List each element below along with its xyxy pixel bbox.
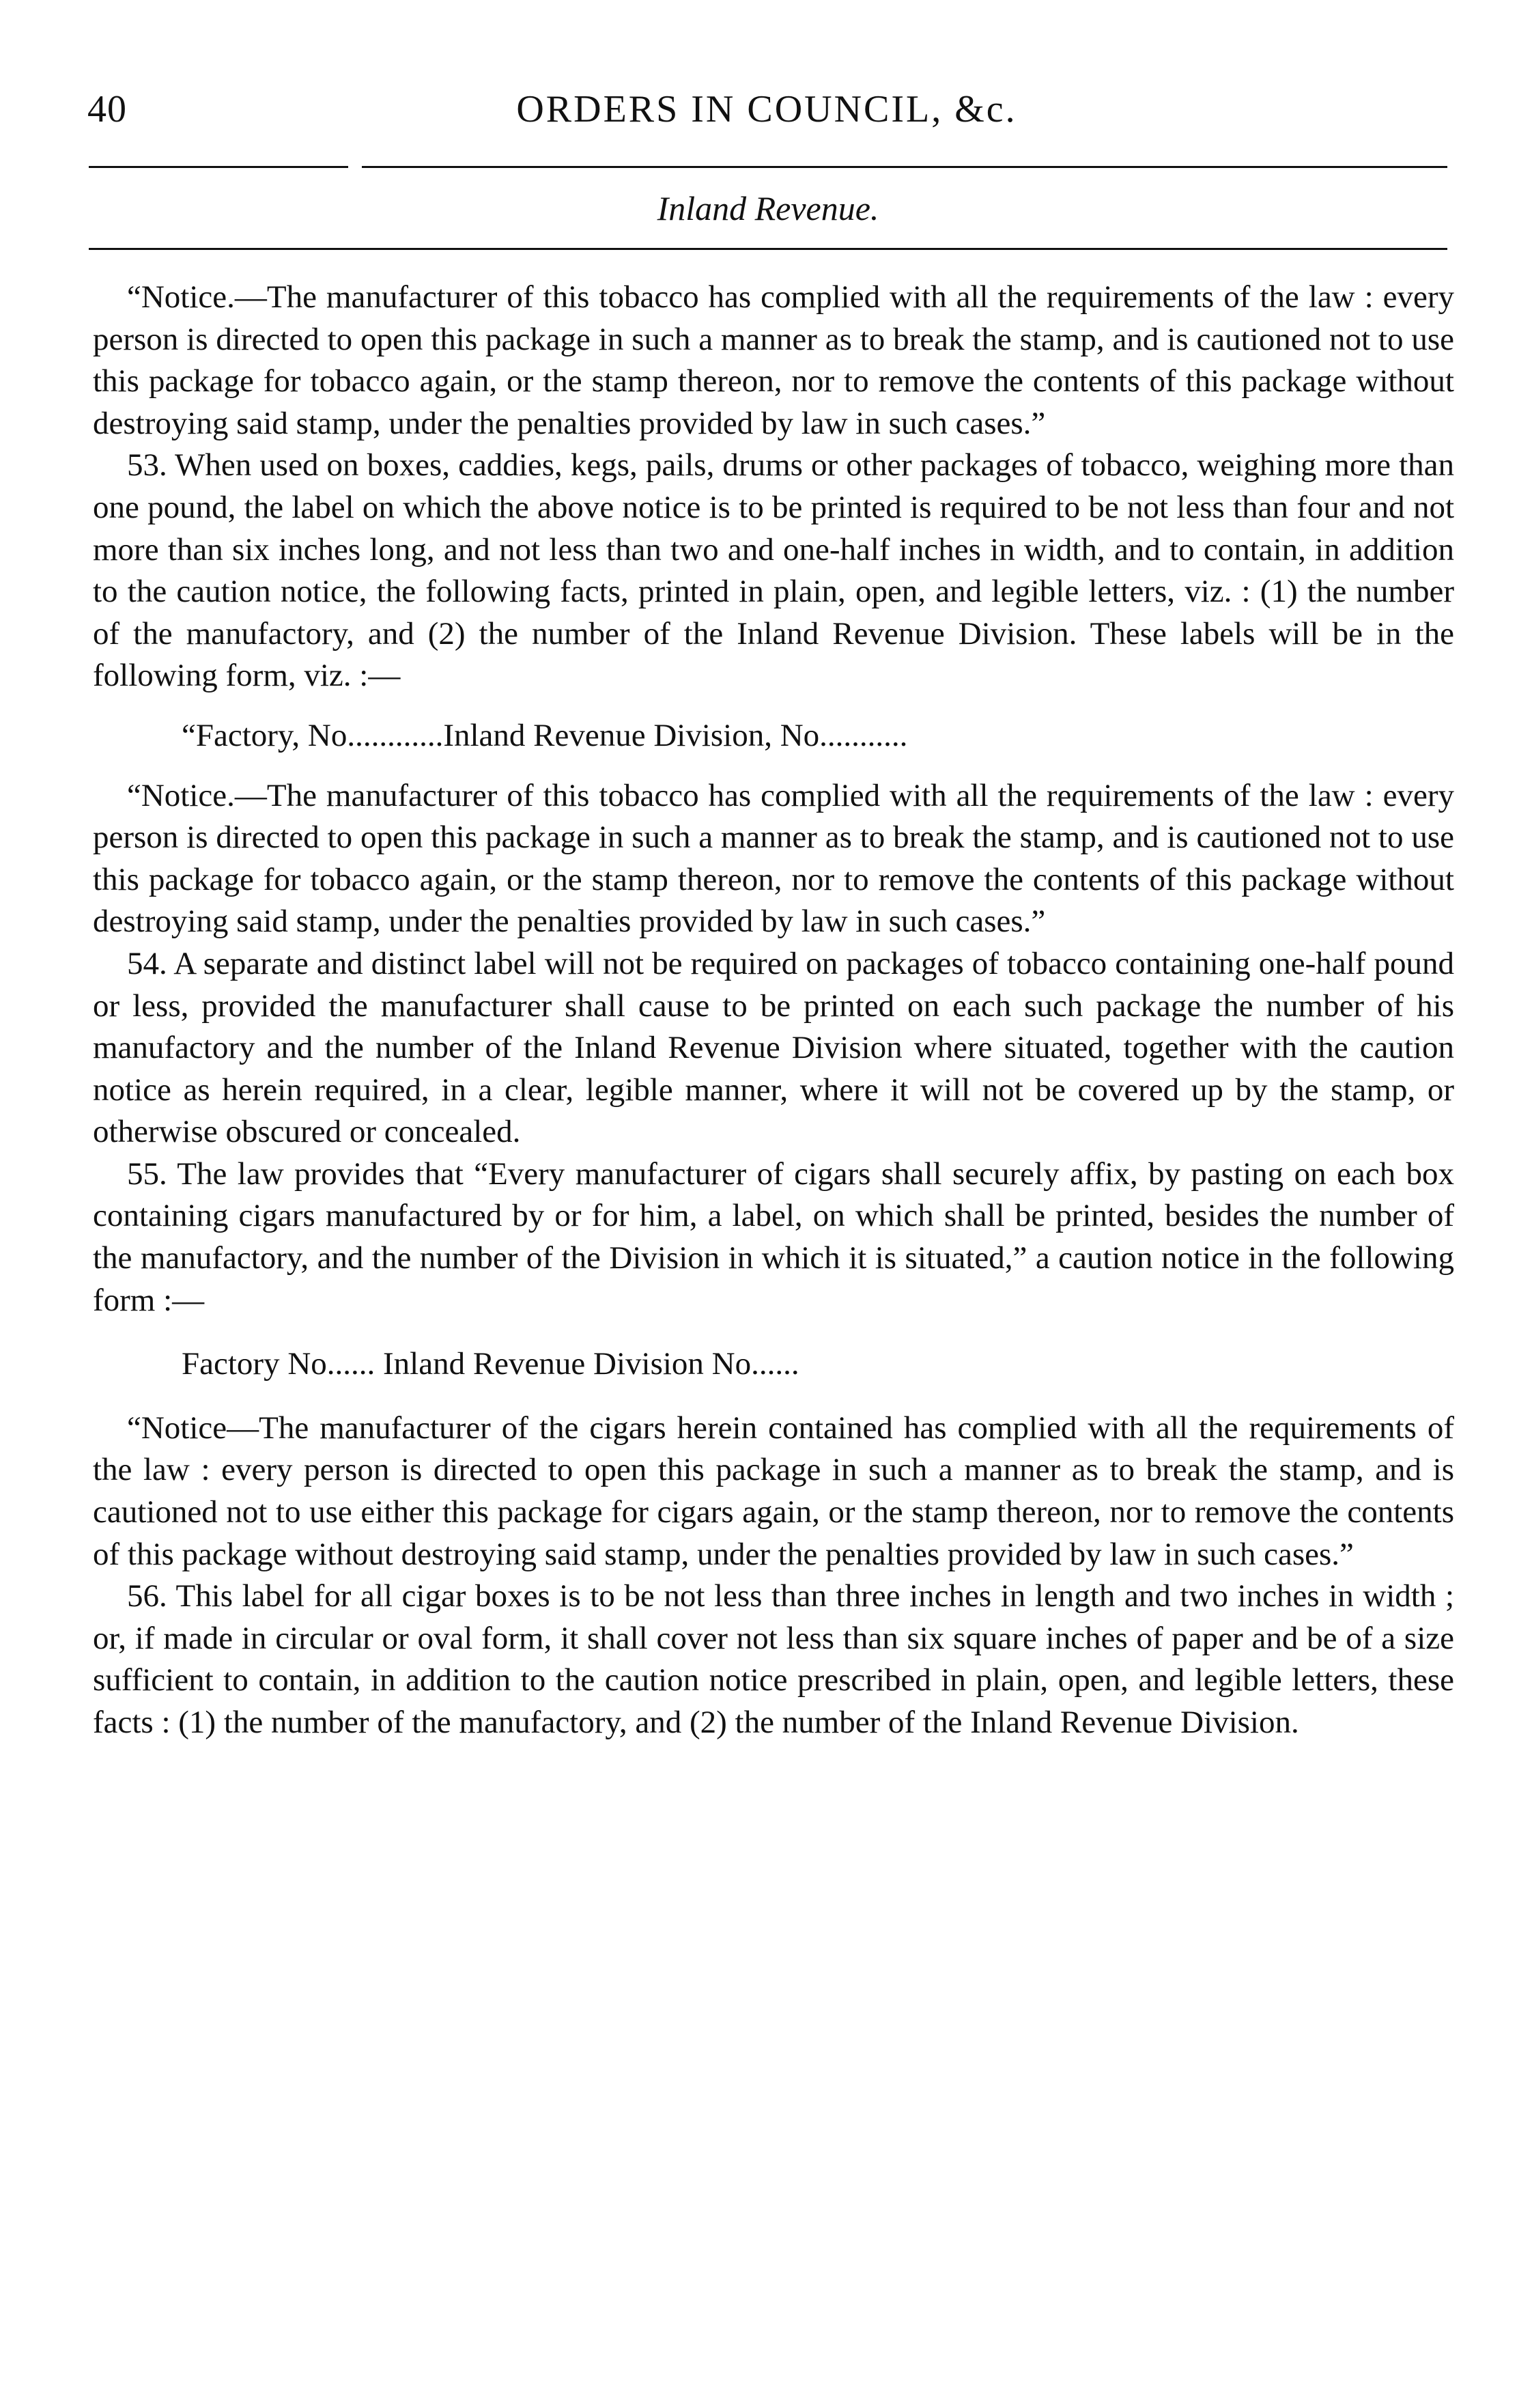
- section-heading: Inland Revenue.: [657, 189, 879, 227]
- section-53-paragraph: 53. When used on boxes, caddies, kegs, pails, drums or other packages of tobacco, weighing more than one pound, the label on which the above notice is to be printed is required to be not less than four and not more than six inches long, and not less than two and one-half inches in width, and to contain, in addition to the caution notice, the following facts, printed in plain, open, and legible letters, viz. : (1) the number of the manufactory, and (2) the number of the Inland Revenue Division. These labels will be in the following form, viz. :—: [93, 447, 1454, 694]
- tobacco-label-form-line: “Factory, No............Inland Revenue Division, No...........: [182, 717, 908, 753]
- header-rule-right: [362, 166, 1447, 168]
- section-rule: [89, 248, 1447, 250]
- cigar-label-form-line: Factory No...... Inland Revenue Division No......: [182, 1346, 799, 1382]
- running-title: ORDERS IN COUNCIL, &c.: [516, 88, 1017, 130]
- section-54-paragraph: 54. A separate and distinct label will not be required on packages of tobacco containing one-half pound or less, provided the manufacturer shall cause to be printed on each such package the number of his manufactory and the number of the Inland Revenue Division where situated, together with the caution notice as herein required, in a clear, legible manner, where it will not be covered up by the stamp, or otherwise obscured or concealed.: [93, 945, 1454, 1150]
- notice-paragraph: “Notice.—The manufacturer of this tobacco has complied with all the requirements of the law : every person is directed to open this package in such a manner as to break the stamp, and is cautioned not to use this package for tobacco again, or the stamp thereon, nor to remove the contents of this package without destroying said stamp, under the penalties provided by law in such cases.”: [93, 279, 1454, 441]
- page-number: 40: [87, 88, 127, 130]
- section-56-paragraph: 56. This label for all cigar boxes is to be not less than three inches in length and two inches in width ; or, if made in circular or oval form, it shall cover not less than six square inches of paper and be of a size sufficient to contain, in addition to the caution notice prescribed in plain, open, and legible letters, these facts : (1) the number of the manufactory, and (2) the number of the Inland Revenue Division.: [93, 1578, 1454, 1740]
- section-55-paragraph: 55. The law provides that “Every manufacturer of cigars shall securely affix, by pasting on each box containing cigars manufactured by or for him, a label, on which shall be printed, besides the number of the manufactory, and the number of the Division in which it is situated,” a caution notice in the following form :—: [93, 1156, 1454, 1318]
- tobacco-notice-paragraph: “Notice.—The manufacturer of this tobacco has complied with all the requirements of the law : every person is directed to open this package in such a manner as to break the stamp, and is cautioned not to use this package for tobacco again, or the stamp thereon, nor to remove the contents of this package without destroying said stamp, under the penalties provided by law in such cases.”: [93, 777, 1454, 940]
- header-rule-left: [89, 166, 348, 168]
- body-text: [93, 277, 1454, 1744]
- cigar-notice-paragraph: “Notice—The manufacturer of the cigars herein contained has complied with all the requirements of the law : every person is directed to open this package in such a manner as to break the stamp, and is cautioned not to use either this package for cigars again, or the stamp thereon, nor to remove the contents of this package without destroying said stamp, under the penalties provided by law in such cases.”: [93, 1410, 1454, 1572]
- running-head: [87, 82, 1446, 137]
